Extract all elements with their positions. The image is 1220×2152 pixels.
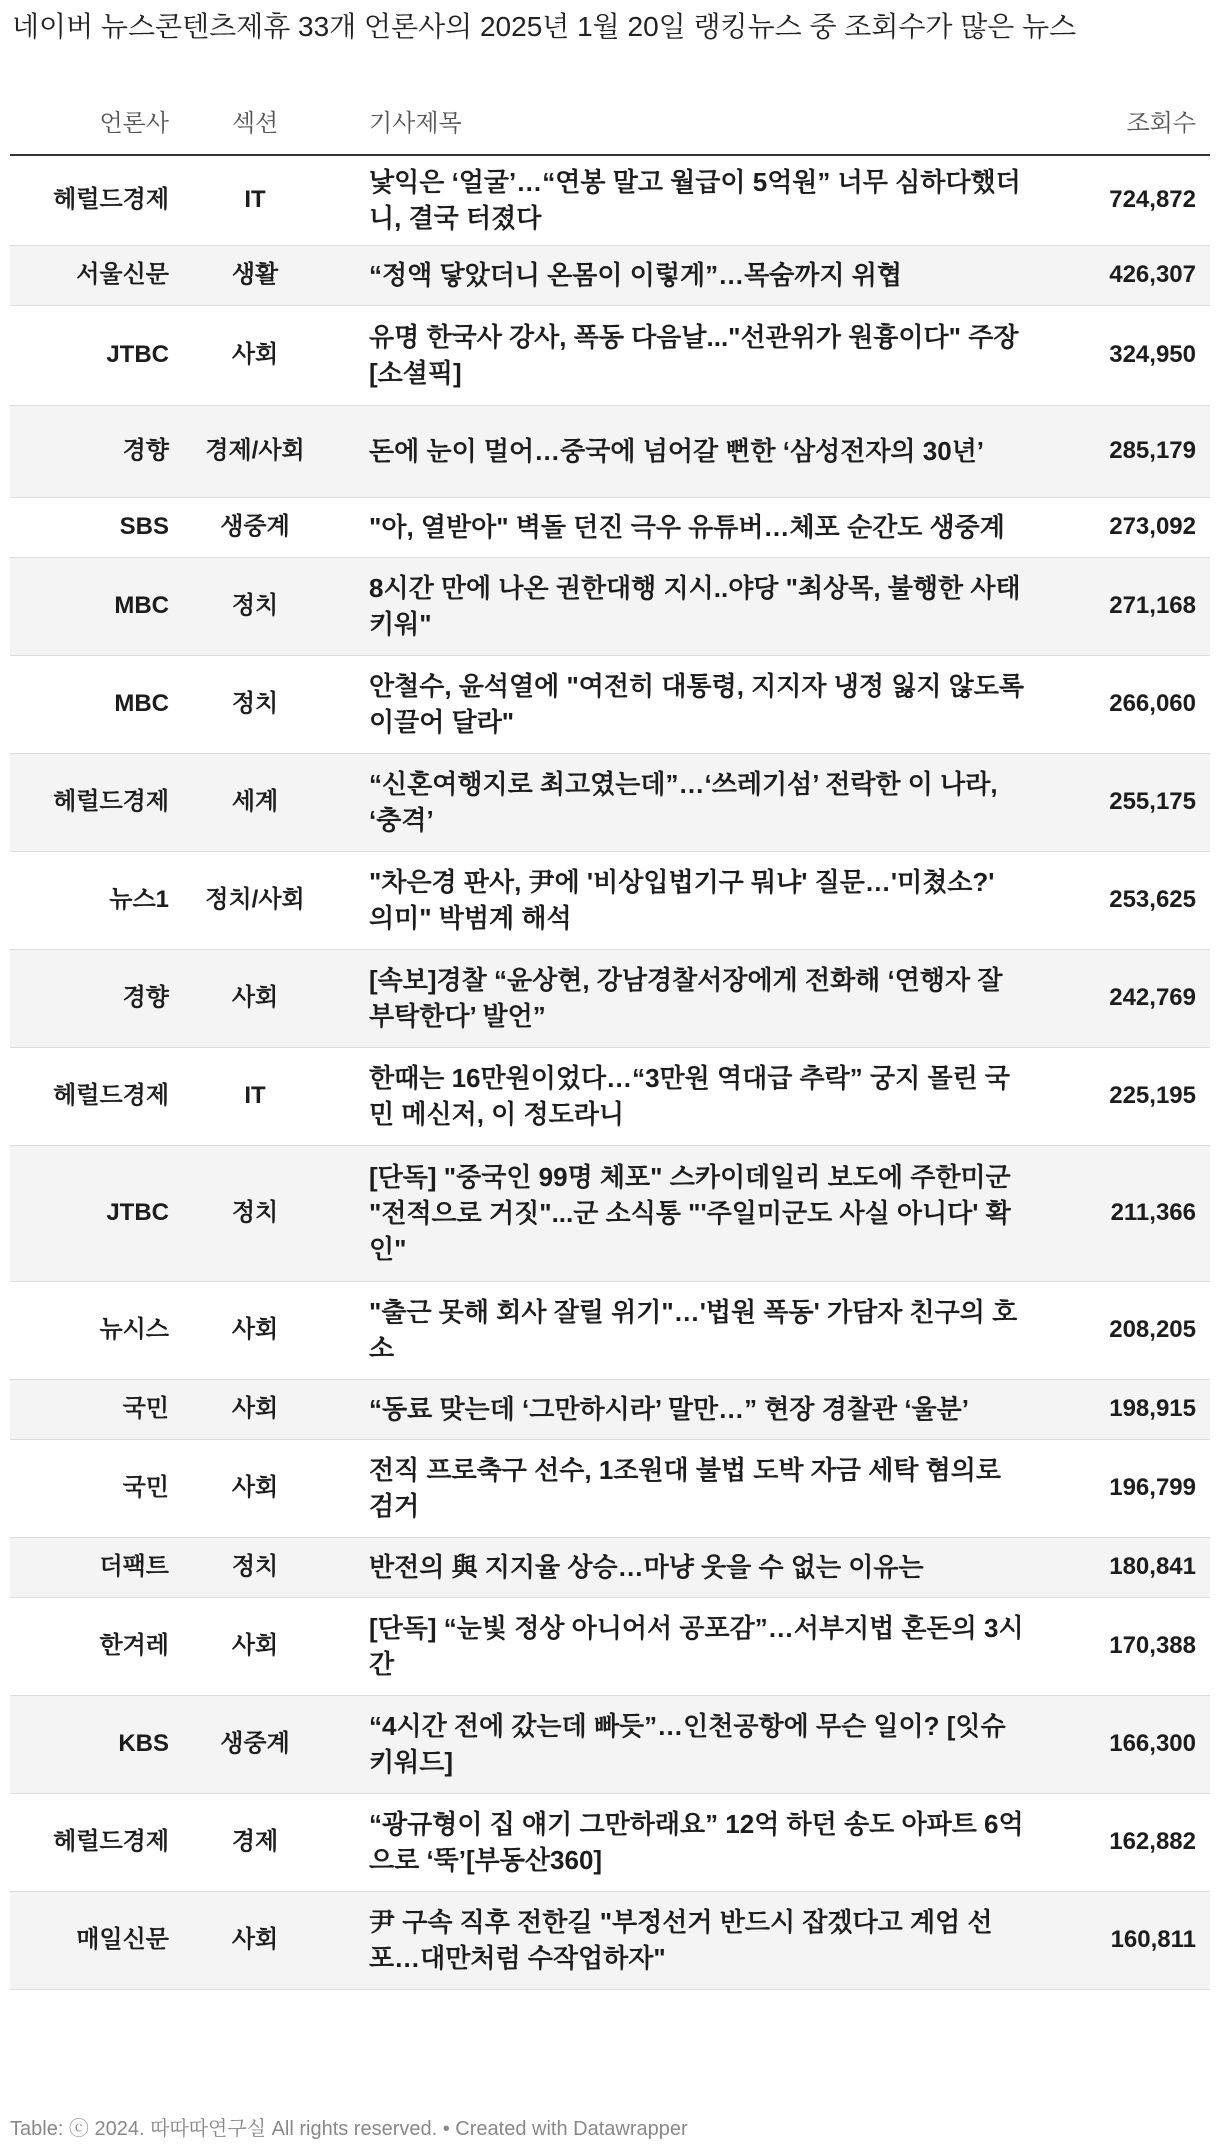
cell-publisher: JTBC	[10, 1145, 175, 1281]
cell-article-title: 尹 구속 직후 전한길 "부정선거 반드시 잡겠다고 계엄 선포…대만처럼 수작업하자"	[335, 1891, 1035, 1989]
table-row	[10, 753, 1210, 851]
cell-views: 724,872	[1035, 155, 1210, 245]
cell-article-title: 한때는 16만원이었다…“3만원 역대급 추락” 궁지 몰린 국민 메신저, 이 정도라니	[335, 1047, 1035, 1145]
cell-section: 생중계	[175, 497, 335, 557]
cell-publisher: 더팩트	[10, 1537, 175, 1597]
cell-section: 생중계	[175, 1695, 335, 1793]
cell-section: 정치/사회	[175, 851, 335, 949]
cell-views: 266,060	[1035, 655, 1210, 753]
cell-views: 170,388	[1035, 1597, 1210, 1695]
column-header-section[interactable]: 섹션	[175, 86, 335, 155]
table-row	[10, 155, 1210, 245]
cell-views: 198,915	[1035, 1379, 1210, 1439]
cell-publisher: JTBC	[10, 305, 175, 405]
cell-publisher: MBC	[10, 557, 175, 655]
table-row	[10, 1891, 1210, 1989]
table-row	[10, 557, 1210, 655]
cell-article-title: 전직 프로축구 선수, 1조원대 불법 도박 자금 세탁 혐의로 검거	[335, 1439, 1035, 1537]
table-row	[10, 1597, 1210, 1695]
table-row	[10, 405, 1210, 497]
cell-views: 285,179	[1035, 405, 1210, 497]
cell-section: IT	[175, 1047, 335, 1145]
cell-views: 253,625	[1035, 851, 1210, 949]
cell-section: 사회	[175, 1379, 335, 1439]
cell-article-title: "차은경 판사, 尹에 '비상입법기구 뭐냐' 질문…'미쳤소?' 의미" 박범계 해석	[335, 851, 1035, 949]
table-row	[10, 1695, 1210, 1793]
cell-views: 273,092	[1035, 497, 1210, 557]
cell-article-title: “광규형이 집 얘기 그만하래요” 12억 하던 송도 아파트 6억으로 ‘뚝’[부동산360]	[335, 1793, 1035, 1891]
table-row	[10, 305, 1210, 405]
cell-views: 162,882	[1035, 1793, 1210, 1891]
table-header	[10, 86, 1210, 155]
cell-article-title: "출근 못해 회사 잘릴 위기"…'법원 폭동' 가담자 친구의 호소	[335, 1281, 1035, 1379]
cell-article-title: 돈에 눈이 멀어…중국에 넘어갈 뻔한 ‘삼성전자의 30년’	[335, 405, 1035, 497]
cell-article-title: [단독] "중국인 99명 체포" 스카이데일리 보도에 주한미군 "전적으로 거짓"...군 소식통 "'주일미군도 사실 아니다' 확인"	[335, 1145, 1035, 1281]
cell-section: 정치	[175, 1537, 335, 1597]
cell-publisher: 한겨레	[10, 1597, 175, 1695]
cell-section: 사회	[175, 1891, 335, 1989]
cell-publisher: 경향	[10, 949, 175, 1047]
cell-article-title: 낯익은 ‘얼굴’…“연봉 말고 월급이 5억원” 너무 심하다했더니, 결국 터졌다	[335, 155, 1035, 245]
table-row	[10, 1145, 1210, 1281]
cell-section: 사회	[175, 1597, 335, 1695]
table-row	[10, 1379, 1210, 1439]
column-header-title[interactable]: 기사제목	[335, 86, 1035, 155]
cell-publisher: 헤럴드경제	[10, 1793, 175, 1891]
cell-views: 426,307	[1035, 245, 1210, 305]
cell-publisher: SBS	[10, 497, 175, 557]
cell-article-title: [단독] “눈빛 정상 아니어서 공포감”…서부지법 혼돈의 3시간	[335, 1597, 1035, 1695]
table-row	[10, 497, 1210, 557]
table-footer: Table: ⓒ 2024. 따따따연구실 All rights reserved. • Created with Datawrapper	[10, 2118, 688, 2140]
cell-section: 경제	[175, 1793, 335, 1891]
cell-article-title: “정액 닿았더니 온몸이 이렇게”…목숨까지 위협	[335, 245, 1035, 305]
table-row	[10, 1047, 1210, 1145]
cell-views: 196,799	[1035, 1439, 1210, 1537]
table-body	[10, 155, 1210, 1989]
cell-publisher: 헤럴드경제	[10, 753, 175, 851]
table-row	[10, 1439, 1210, 1537]
cell-section: 사회	[175, 949, 335, 1047]
cell-article-title: “동료 맞는데 ‘그만하시라’ 말만…” 현장 경찰관 ‘울분’	[335, 1379, 1035, 1439]
cell-article-title: “신혼여행지로 최고였는데”…‘쓰레기섬’ 전락한 이 나라, ‘충격’	[335, 753, 1035, 851]
cell-section: 경제/사회	[175, 405, 335, 497]
cell-section: 정치	[175, 1145, 335, 1281]
cell-section: 사회	[175, 1439, 335, 1537]
table-row	[10, 949, 1210, 1047]
cell-article-title: 반전의 與 지지율 상승…마냥 웃을 수 없는 이유는	[335, 1537, 1035, 1597]
table-row	[10, 1793, 1210, 1891]
cell-article-title: 유명 한국사 강사, 폭동 다음날..."선관위가 원흉이다" 주장 [소셜픽]	[335, 305, 1035, 405]
cell-section: 사회	[175, 1281, 335, 1379]
cell-publisher: 매일신문	[10, 1891, 175, 1989]
table-row	[10, 1537, 1210, 1597]
cell-article-title: 안철수, 윤석열에 "여전히 대통령, 지지자 냉정 잃지 않도록 이끌어 달라"	[335, 655, 1035, 753]
cell-views: 160,811	[1035, 1891, 1210, 1989]
column-header-views[interactable]: 조회수	[1035, 86, 1210, 155]
ranking-table	[10, 86, 1210, 1990]
cell-views: 271,168	[1035, 557, 1210, 655]
cell-views: 225,195	[1035, 1047, 1210, 1145]
cell-section: 생활	[175, 245, 335, 305]
cell-section: 세계	[175, 753, 335, 851]
cell-article-title: "아, 열받아" 벽돌 던진 극우 유튜버…체포 순간도 생중계	[335, 497, 1035, 557]
cell-views: 208,205	[1035, 1281, 1210, 1379]
cell-publisher: 국민	[10, 1439, 175, 1537]
cell-section: 정치	[175, 655, 335, 753]
cell-article-title: 8시간 만에 나온 권한대행 지시..야당 "최상목, 불행한 사태 키워"	[335, 557, 1035, 655]
table-row	[10, 245, 1210, 305]
cell-article-title: “4시간 전에 갔는데 빠듯”…인천공항에 무슨 일이? [잇슈 키워드]	[335, 1695, 1035, 1793]
cell-views: 255,175	[1035, 753, 1210, 851]
cell-article-title: [속보]경찰 “윤상현, 강남경찰서장에게 전화해 ‘연행자 잘 부탁한다’ 발언”	[335, 949, 1035, 1047]
cell-publisher: MBC	[10, 655, 175, 753]
cell-publisher: 뉴스1	[10, 851, 175, 949]
cell-publisher: 국민	[10, 1379, 175, 1439]
cell-section: 정치	[175, 557, 335, 655]
cell-section: IT	[175, 155, 335, 245]
cell-views: 324,950	[1035, 305, 1210, 405]
cell-views: 242,769	[1035, 949, 1210, 1047]
cell-views: 180,841	[1035, 1537, 1210, 1597]
table-row	[10, 1281, 1210, 1379]
cell-publisher: 뉴시스	[10, 1281, 175, 1379]
cell-publisher: 서울신문	[10, 245, 175, 305]
cell-publisher: 헤럴드경제	[10, 155, 175, 245]
cell-section: 사회	[175, 305, 335, 405]
table-row	[10, 655, 1210, 753]
cell-publisher: 헤럴드경제	[10, 1047, 175, 1145]
cell-publisher: 경향	[10, 405, 175, 497]
column-header-publisher[interactable]: 언론사	[10, 86, 175, 155]
table-title: 네이버 뉴스콘텐츠제휴 33개 언론사의 2025년 1월 20일 랭킹뉴스 중 조회수가 많은 뉴스	[12, 11, 1077, 42]
cell-views: 211,366	[1035, 1145, 1210, 1281]
header-row	[10, 86, 1210, 155]
cell-publisher: KBS	[10, 1695, 175, 1793]
cell-views: 166,300	[1035, 1695, 1210, 1793]
table-row	[10, 851, 1210, 949]
